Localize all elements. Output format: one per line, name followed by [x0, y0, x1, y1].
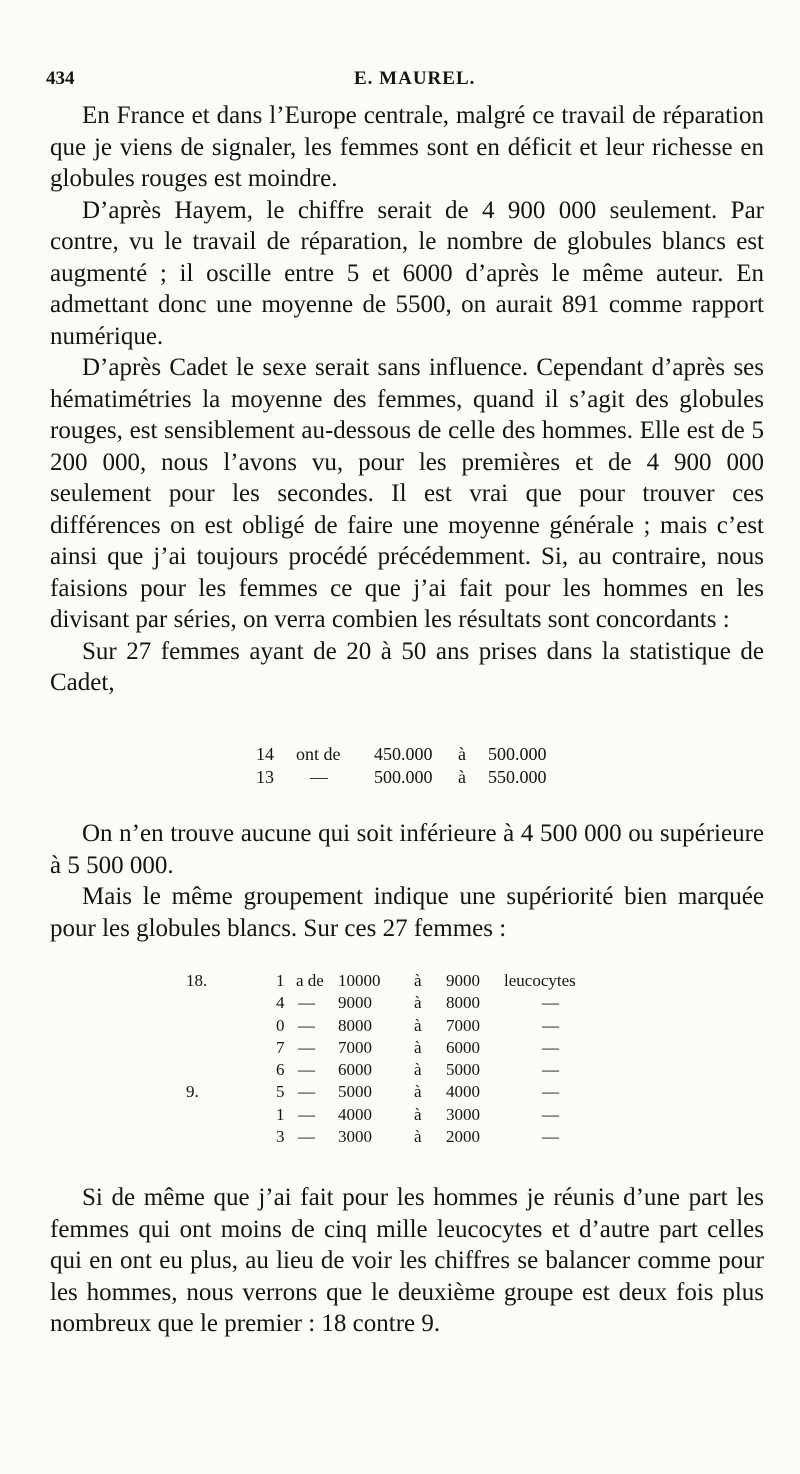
- cell-to: 6000: [446, 1037, 480, 1057]
- cell-unit: leucocytes: [504, 971, 576, 990]
- table-row: [150, 1015, 670, 1037]
- body-text-2: [50, 818, 764, 944]
- paragraph: Si de même que j’ai fait pour les hommes je réunis d’une part les femmes qui ont moins de cinq mille leucocytes et d’autre part celles qui en ont eu plus, au lieu de voir les chiffres se balancer comme pour les hommes, nous verrons que le deuxième groupe est deux fois plus nombreux que le premier : 18 contre 9.: [50, 1184, 764, 1337]
- cell-to: 3000: [446, 1104, 480, 1124]
- cell-unit: —: [542, 1060, 559, 1080]
- red-cell-table: [200, 743, 620, 789]
- cell-rel: —: [298, 1082, 315, 1102]
- table-row: [200, 766, 620, 789]
- paragraph: Sur 27 femmes ayant de 20 à 50 ans prises dans la statistique de Cadet,: [50, 637, 764, 696]
- page-number: 434: [46, 68, 75, 89]
- cell-count: 0: [276, 1015, 285, 1035]
- cell-unit: —: [542, 1015, 559, 1035]
- cell-from: 8000: [338, 1015, 372, 1035]
- cell-rel: ont de: [296, 744, 341, 764]
- cell-from: 7000: [338, 1037, 372, 1057]
- cell-unit: —: [542, 1104, 559, 1124]
- cell-sep: à: [414, 1015, 422, 1035]
- cell-count: 1: [276, 1104, 285, 1124]
- leucocyte-table: [150, 970, 670, 1148]
- cell-count: 4: [276, 993, 285, 1013]
- cell-sep: à: [414, 971, 422, 990]
- paragraph: En France et dans l’Europe centrale, malgré ce travail de réparation que je viens de signaler, les femmes sont en déficit et leur richesse en globules rouges est moindre.: [50, 102, 764, 192]
- table-row: [150, 1104, 670, 1126]
- cell-rel: —: [310, 767, 328, 787]
- cell-rel: —: [298, 993, 315, 1013]
- cell-count: 1: [276, 971, 285, 990]
- cell-group: 9.: [186, 1082, 199, 1102]
- cell-from: 9000: [338, 993, 372, 1013]
- cell-count: 6: [276, 1060, 285, 1080]
- cell-to: 500.000: [488, 744, 547, 764]
- cell-to: 7000: [446, 1015, 480, 1035]
- cell-rel: —: [298, 1127, 315, 1147]
- cell-rel: —: [298, 1060, 315, 1080]
- table-row: [150, 1037, 670, 1059]
- cell-unit: —: [542, 1127, 559, 1147]
- table-row: [150, 1081, 670, 1103]
- cell-count: 7: [276, 1037, 285, 1057]
- cell-sep: à: [414, 1060, 422, 1080]
- body-text: [50, 100, 764, 699]
- cell-from: 500.000: [374, 767, 433, 787]
- cell-from: 450.000: [374, 744, 433, 764]
- table-row: [150, 1126, 670, 1148]
- running-title: E. MAUREL.: [354, 68, 476, 89]
- table-row: [150, 970, 670, 992]
- cell-from: 3000: [338, 1127, 372, 1147]
- cell-to: 9000: [446, 971, 480, 990]
- cell-unit: —: [542, 1082, 559, 1102]
- cell-group: 18.: [186, 971, 208, 990]
- cell-to: 2000: [446, 1127, 480, 1147]
- table-row: [200, 743, 620, 766]
- cell-sep: à: [458, 744, 466, 764]
- cell-from: 4000: [338, 1104, 372, 1124]
- cell-rel: a de: [296, 971, 324, 990]
- cell-count: 5: [276, 1082, 285, 1102]
- cell-sep: à: [414, 1037, 422, 1057]
- paragraph: D’après Cadet le sexe serait sans influence. Cependant d’après ses hématimétries la moyenne des femmes, quand il s’agit des globules rouges, est sensiblement au-dessous de celle des hommes. Elle est de 5 200 000, nous l’avons vu, pour les premières et de 4 900 000 seulement pour les secondes. Il est vrai que pour trouver ces différences on est obligé de faire une moyenne générale ; mais c’est ainsi que j’ai toujours procédé précédemment. Si, au contraire, nous faisions pour les femmes ce que j’ai fait pour les hommes en les divisant par séries, on verra combien les résultats sont concordants :: [50, 354, 764, 633]
- cell-rel: —: [298, 1037, 315, 1057]
- cell-count: 3: [276, 1127, 285, 1147]
- cell-to: 5000: [446, 1060, 480, 1080]
- cell-from: 6000: [338, 1060, 372, 1080]
- cell-count: 14: [256, 744, 274, 764]
- cell-rel: —: [298, 1104, 315, 1124]
- cell-sep: à: [414, 1082, 422, 1102]
- cell-to: 550.000: [488, 767, 547, 787]
- paragraph: On n’en trouve aucune qui soit inférieure à 4 500 000 ou supérieure à 5 500 000.: [50, 820, 764, 879]
- paragraph: Mais le même groupement indique une supériorité bien marquée pour les globules blancs. Sur ces 27 femmes :: [50, 883, 764, 942]
- cell-rel: —: [298, 1015, 315, 1035]
- body-text-3: [50, 1182, 764, 1340]
- table-row: [150, 1059, 670, 1081]
- cell-to: 4000: [446, 1082, 480, 1102]
- cell-unit: —: [542, 993, 559, 1013]
- cell-sep: à: [414, 993, 422, 1013]
- cell-sep: à: [414, 1127, 422, 1147]
- table-row: [150, 992, 670, 1014]
- cell-sep: à: [414, 1104, 422, 1124]
- paragraph: D’après Hayem, le chiffre serait de 4 900 000 seulement. Par contre, vu le travail de réparation, le nombre de globules blancs est augmenté ; il oscille entre 5 et 6000 d’après le même auteur. En admettant donc une moyenne de 5500, on aurait 891 comme rapport numérique.: [50, 196, 764, 350]
- cell-from: 10000: [338, 971, 381, 990]
- cell-unit: —: [542, 1037, 559, 1057]
- cell-from: 5000: [338, 1082, 372, 1102]
- cell-count: 13: [256, 767, 274, 787]
- cell-sep: à: [458, 767, 466, 787]
- cell-to: 8000: [446, 993, 480, 1013]
